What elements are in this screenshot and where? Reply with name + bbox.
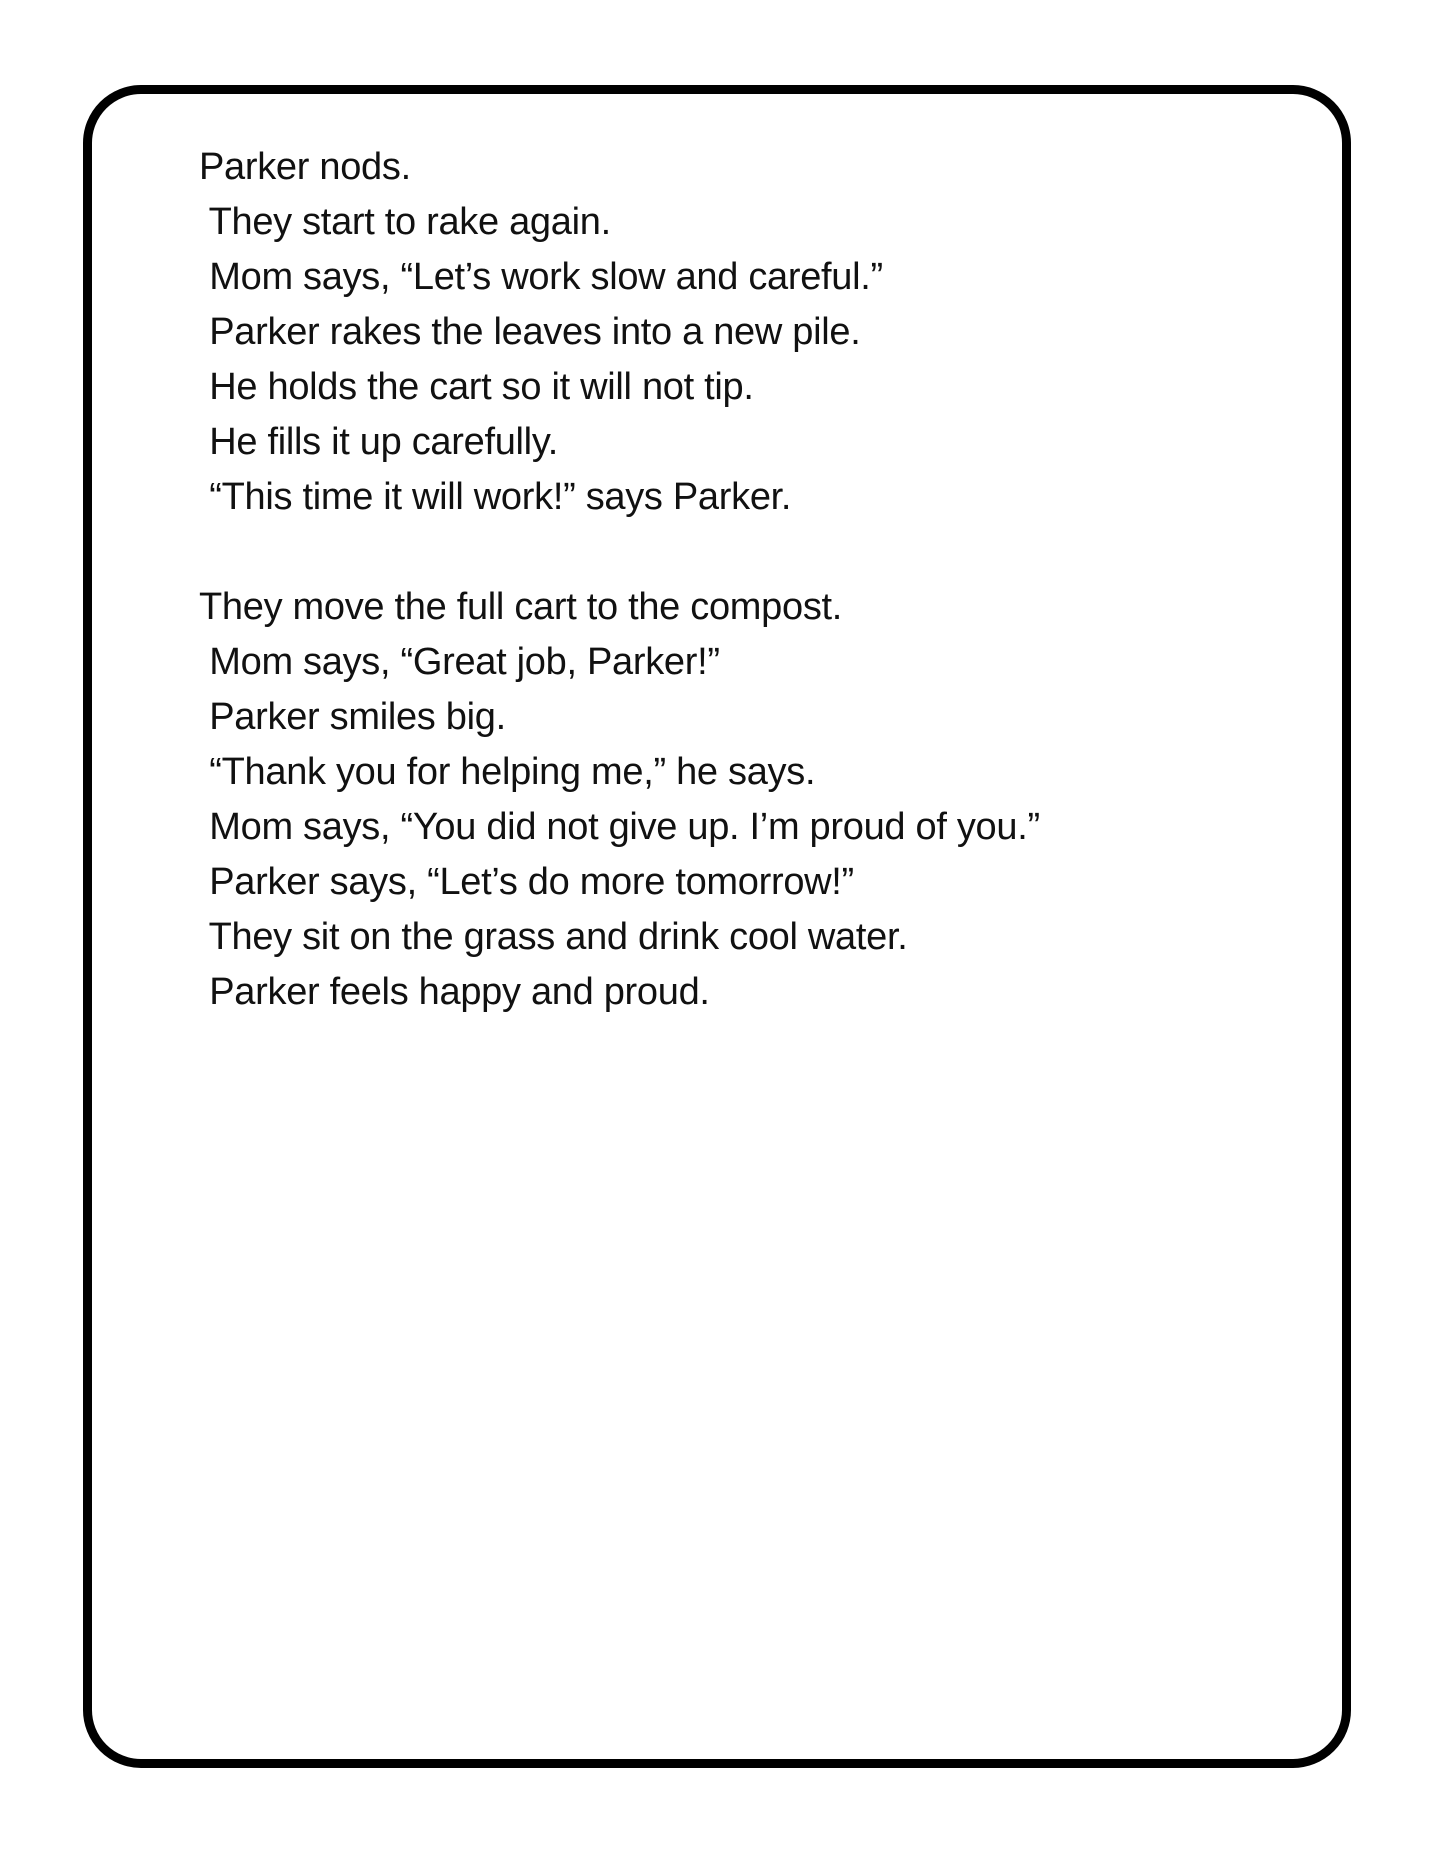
story-line: “This time it will work!” says Parker. bbox=[199, 476, 792, 518]
story-line: They sit on the grass and drink cool water. bbox=[199, 916, 908, 958]
story-line: Mom says, “You did not give up. I’m proud of you.” bbox=[199, 806, 1040, 848]
story-text bbox=[199, 140, 1040, 1075]
story-line: He holds the cart so it will not tip. bbox=[199, 366, 754, 408]
story-line: He fills it up carefully. bbox=[199, 421, 558, 463]
story-line: Parker feels happy and proud. bbox=[199, 971, 710, 1013]
story-line: “Thank you for helping me,” he says. bbox=[199, 751, 816, 793]
story-line: Parker rakes the leaves into a new pile. bbox=[199, 311, 861, 353]
story-line: Mom says, “Let’s work slow and careful.” bbox=[199, 256, 883, 298]
story-line: They start to rake again. bbox=[199, 201, 611, 243]
paragraph-2 bbox=[199, 580, 1040, 1020]
story-line: Parker says, “Let’s do more tomorrow!” bbox=[199, 861, 854, 903]
story-line: Parker nods. bbox=[199, 146, 411, 188]
story-line: They move the full cart to the compost. bbox=[199, 586, 843, 628]
story-line: Parker smiles big. bbox=[199, 696, 506, 738]
story-line: Mom says, “Great job, Parker!” bbox=[199, 641, 720, 683]
paragraph-1 bbox=[199, 140, 1040, 525]
